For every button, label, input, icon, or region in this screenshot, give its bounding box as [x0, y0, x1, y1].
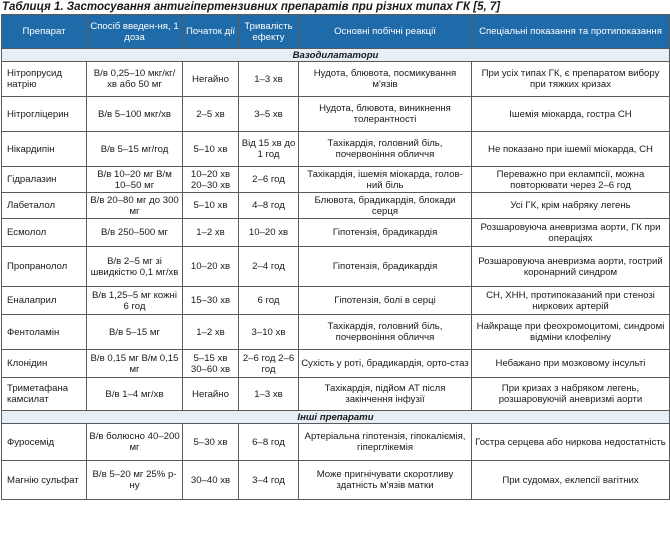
side-effects: Гіпотензія, брадикардія [299, 247, 472, 287]
table-row [2, 461, 670, 500]
drug-name: Пропранолол [2, 247, 87, 287]
onset: 5–10 хв [183, 193, 239, 219]
onset: 5–30 хв [183, 424, 239, 461]
route-dose: В/в 10–20 мг В/м 10–50 мг [87, 167, 183, 193]
side-effects: Нудота, блювота, посмикування м'язів [299, 62, 472, 97]
indications: Усі ГК, крім набряку легень [472, 193, 670, 219]
side-effects: Тахікардія, підйом АТ після закінчення інфузії [299, 378, 472, 411]
route-dose: В/в 0,15 мг В/м 0,15 мг [87, 350, 183, 378]
duration: 2–6 год [239, 167, 299, 193]
indications: При кризах з набряком легень, розшаровуючій аневризмі аорти [472, 378, 670, 411]
drug-name: Лабеталол [2, 193, 87, 219]
table-row [2, 97, 670, 132]
table-row [2, 167, 670, 193]
header-route-dose: Спосіб введен-ня, 1 доза [87, 15, 183, 49]
onset: 5–10 хв [183, 132, 239, 167]
indications: Не показано при ішемії міокарда, СН [472, 132, 670, 167]
indications: Ішемія міокарда, гостра СН [472, 97, 670, 132]
duration: 3–10 хв [239, 315, 299, 350]
duration: Від 15 хв до 1 год [239, 132, 299, 167]
route-dose: В/в болюсно 40–200 мг [87, 424, 183, 461]
table-row [2, 247, 670, 287]
drug-name: Клонідин [2, 350, 87, 378]
table-row [2, 219, 670, 247]
onset: 2–5 хв [183, 97, 239, 132]
drug-name: Магнію сульфат [2, 461, 87, 500]
side-effects: Може пригнічувати скоротливу здатність м'язів матки [299, 461, 472, 500]
duration: 6 год [239, 287, 299, 315]
onset: 10–20 хв 20–30 хв [183, 167, 239, 193]
table-row [2, 287, 670, 315]
header-drug: Препарат [2, 15, 87, 49]
duration: 6–8 год [239, 424, 299, 461]
drug-name: Еналаприл [2, 287, 87, 315]
drug-name: Есмолол [2, 219, 87, 247]
route-dose: В/в 0,25–10 мкг/кг/хв або 50 мг [87, 62, 183, 97]
table-row [2, 62, 670, 97]
route-dose: В/в 2–5 мг зі швидкістю 0,1 мг/хв [87, 247, 183, 287]
route-dose: В/в 1–4 мг/хв [87, 378, 183, 411]
onset: 1–2 хв [183, 315, 239, 350]
section-vasodilators: Вазодилататори [2, 49, 670, 62]
side-effects: Тахікардія, ішемія міокарда, голов-ний біль [299, 167, 472, 193]
indications: СН, ХНН, протипоказаний при стенозі ниркових артерій [472, 287, 670, 315]
onset: 30–40 хв [183, 461, 239, 500]
side-effects: Гіпотензія, болі в серці [299, 287, 472, 315]
indications: При усіх типах ГК, є препаратом вибору при тяжких кризах [472, 62, 670, 97]
duration: 2–4 год [239, 247, 299, 287]
table-row [2, 350, 670, 378]
header-onset: Початок дії [183, 15, 239, 49]
drug-name: Фуросемід [2, 424, 87, 461]
side-effects: Гіпотензія, брадикардія [299, 219, 472, 247]
route-dose: В/в 20–80 мг до 300 мг [87, 193, 183, 219]
route-dose: В/в 5–15 мг/год [87, 132, 183, 167]
duration: 4–8 год [239, 193, 299, 219]
side-effects: Нудота, блювота, виникнення толерантності [299, 97, 472, 132]
side-effects: Сухість у роті, брадикардія, орто-стаз [299, 350, 472, 378]
route-dose: В/в 5–15 мг [87, 315, 183, 350]
drug-name: Триметафана камсилат [2, 378, 87, 411]
table-row [2, 315, 670, 350]
drug-table [1, 14, 670, 500]
drug-name: Нітропрусид натрію [2, 62, 87, 97]
indications: Переважно при еклампсії, можна повторювати через 2–6 год [472, 167, 670, 193]
drug-name: Фентоламін [2, 315, 87, 350]
side-effects: Тахікардія, головний біль, почервоніння обличчя [299, 132, 472, 167]
duration: 10–20 хв [239, 219, 299, 247]
header-indications: Спеціальні показання та протипоказання [472, 15, 670, 49]
duration: 3–4 год [239, 461, 299, 500]
route-dose: В/в 1,25–5 мг кожні 6 год [87, 287, 183, 315]
duration: 2–6 год 2–6 год [239, 350, 299, 378]
header-duration: Тривалість ефекту [239, 15, 299, 49]
table-row [2, 193, 670, 219]
drug-name: Нітрогліцерин [2, 97, 87, 132]
indications: Розшаровуюча аневризма аорти, ГК при операціях [472, 219, 670, 247]
duration: 1–3 хв [239, 62, 299, 97]
indications: Небажано при мозковому інсульті [472, 350, 670, 378]
side-effects: Блювота, брадикардія, блокади серця [299, 193, 472, 219]
route-dose: В/в 5–100 мкг/хв [87, 97, 183, 132]
onset: 5–15 хв 30–60 хв [183, 350, 239, 378]
drug-name: Нікардипін [2, 132, 87, 167]
onset: Негайно [183, 378, 239, 411]
duration: 1–3 хв [239, 378, 299, 411]
drug-name: Гідралазин [2, 167, 87, 193]
duration: 3–5 хв [239, 97, 299, 132]
indications: Найкраще при феохромоцитомі, синдромі відміни клофеліну [472, 315, 670, 350]
header-side-effects: Основні побічні реакції [299, 15, 472, 49]
table-row [2, 378, 670, 411]
onset: 15–30 хв [183, 287, 239, 315]
side-effects: Артеріальна гіпотензія, гіпокаліємія, гіперглікемія [299, 424, 472, 461]
onset: 1–2 хв [183, 219, 239, 247]
indications: Гостра серцева або ниркова недостатність [472, 424, 670, 461]
onset: 10–20 хв [183, 247, 239, 287]
table-row [2, 132, 670, 167]
table-body [2, 49, 670, 500]
table-header [2, 15, 670, 49]
section-other-drugs: Інші препарати [2, 411, 670, 424]
route-dose: В/в 5–20 мг 25% р-ну [87, 461, 183, 500]
indications: При судомах, еклепсії вагітних [472, 461, 670, 500]
table-caption: Таблиця 1. Застосування антигіпертензивних препаратів при різних типах ГК [5, 7] [2, 1, 501, 13]
side-effects: Тахікардія, головний біль, почервоніння обличчя [299, 315, 472, 350]
table-row [2, 424, 670, 461]
route-dose: В/в 250–500 мг [87, 219, 183, 247]
onset: Негайно [183, 62, 239, 97]
indications: Розшаровуюча аневризма аорти, гострий коронарний синдром [472, 247, 670, 287]
